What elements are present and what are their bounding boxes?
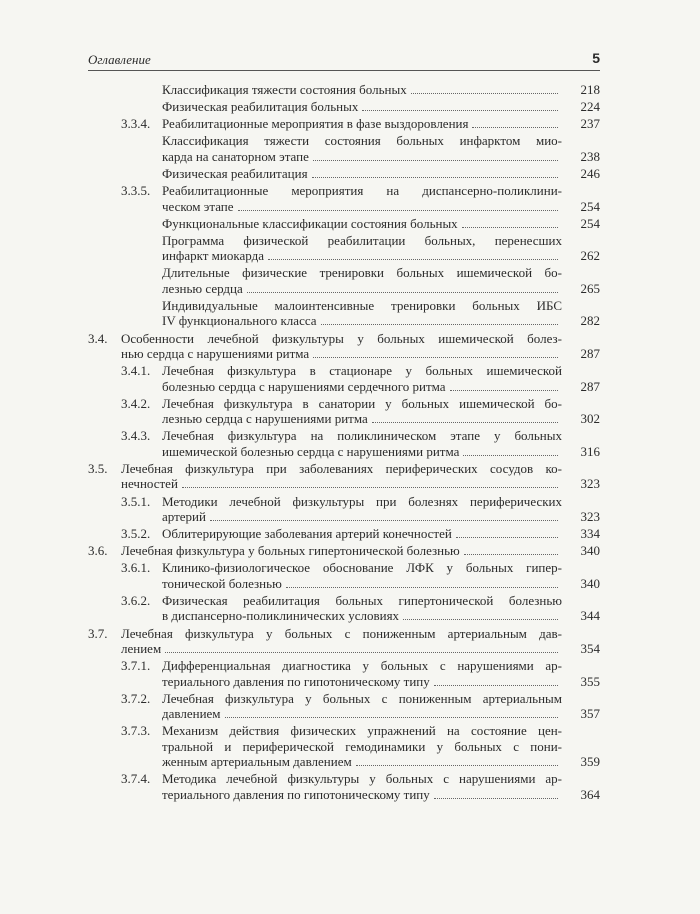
toc-entry-page: 340 (580, 575, 600, 591)
toc-entry-number: 3.7.2. (121, 690, 151, 706)
dot-leader (463, 455, 558, 456)
toc-entry-page: 237 (580, 116, 600, 132)
toc-entry-page: 359 (580, 754, 600, 770)
toc-entry-title: Реабилитационные мероприятия в фазе выздоровления (162, 116, 469, 132)
toc-entry[interactable] (0, 298, 700, 329)
toc-entry-title: ишемической болезнью сердца с нарушениями ритма (162, 443, 460, 459)
toc-entry-number: 3.3.4. (121, 116, 151, 132)
toc-entry-title: Лечебная физкультура при заболеваниях периферических сосудов ко- (121, 460, 562, 476)
toc-entry-number: 3.6.1. (121, 560, 151, 576)
toc-entry-page: 344 (580, 608, 600, 624)
toc-entry-title: инфаркт миокарда (162, 248, 264, 264)
toc-entry-title: Лечебная физкультура в стационаре у больных ишемической (162, 363, 562, 379)
toc-entry[interactable] (0, 331, 700, 362)
toc-entry[interactable] (0, 626, 700, 657)
toc-entry-title: Классификация тяжести состояния больных (162, 82, 407, 97)
toc-entry-number: 3.7.3. (121, 723, 151, 739)
toc-entry[interactable] (0, 560, 700, 591)
dot-leader (464, 554, 558, 555)
toc-entry-page: 323 (580, 476, 600, 492)
toc-entry-page: 246 (580, 165, 600, 181)
toc-entry-title: Методики лечебной физкультуры при болезнях периферических (162, 493, 562, 509)
toc-entry-title: Клинико-физиологическое обоснование ЛФК у больных гипер- (162, 560, 562, 576)
toc-entry-number: 3.4.1. (121, 363, 151, 379)
toc-entry[interactable] (0, 363, 700, 394)
dot-leader (312, 177, 558, 178)
toc-entry-page: 265 (580, 280, 600, 296)
toc-entry-title: Физическая реабилитация больных (162, 99, 359, 115)
dot-leader (462, 227, 558, 228)
toc-entry-title: карда на санаторном этапе (162, 148, 309, 164)
dot-leader (225, 717, 558, 718)
toc-entry-page: 323 (580, 509, 600, 524)
dot-leader (362, 110, 558, 111)
dot-leader (456, 537, 558, 538)
dot-leader (472, 127, 558, 128)
toc-entry[interactable] (0, 133, 700, 164)
toc-entry-page: 262 (580, 248, 600, 264)
dot-leader (411, 93, 558, 94)
toc-entry[interactable] (0, 723, 700, 770)
toc-entry[interactable] (0, 233, 700, 264)
toc-entry-number: 3.6.2. (121, 592, 151, 608)
toc-entry-title: териального давления по гипотоническому типу (162, 786, 430, 802)
toc-entry-title: артерий (162, 509, 206, 524)
dot-leader (313, 160, 558, 161)
toc-entry-title: нью сердца с нарушениями ритма (121, 346, 310, 361)
toc-entry-title: Лечебная физкультура у больных с пониженным артериальным дав- (121, 625, 562, 641)
toc-entry-page: 224 (580, 99, 600, 115)
toc-entry-title: лезнью сердца (162, 280, 243, 296)
toc-entry-title: Лечебная физкультура у больных с пониженным артериальным (162, 690, 562, 706)
toc-entry[interactable] (0, 543, 700, 559)
toc-entry-title: в диспансерно-поликлинических условиях (162, 608, 400, 624)
toc-entry-page: 354 (580, 641, 600, 656)
dot-leader (286, 587, 558, 588)
toc-entry-page: 334 (580, 526, 600, 542)
toc-entry-page: 340 (580, 543, 600, 559)
toc-entry-title: Особенности лечебной физкультуры у больных ишемической болез- (121, 330, 562, 346)
running-header (88, 46, 600, 71)
toc-entry-page: 218 (580, 82, 600, 97)
toc-entry-number: 3.6. (88, 543, 108, 559)
toc-entry-title: Физическая реабилитация больных гипертонической болезнью (162, 592, 562, 608)
toc-entry-title: давлением (162, 706, 221, 722)
toc-entry[interactable] (0, 116, 700, 132)
toc-entry[interactable] (0, 99, 700, 115)
toc-entry-title: Лечебная физкультура на поликлиническом этапе у больных (162, 428, 562, 444)
toc-entry-title: IV функционального класса (162, 313, 317, 329)
dot-leader (356, 765, 558, 766)
dot-leader (238, 210, 558, 211)
toc-entry-title: тонической болезнью (162, 575, 282, 591)
toc-entry[interactable] (0, 396, 700, 427)
header-title: Оглавление (88, 52, 151, 67)
toc-entry-number: 3.4. (88, 330, 108, 346)
toc-entry-number: 3.7. (88, 625, 108, 641)
toc-entry-number: 3.7.1. (121, 658, 151, 674)
toc-entry-title: Физическая реабилитация (162, 165, 308, 181)
toc-entry[interactable] (0, 494, 700, 525)
toc-entry-title: лением (121, 641, 162, 656)
toc-entry-page: 287 (580, 378, 600, 394)
toc-entry-title: Функциональные классификации состояния больных (162, 215, 458, 231)
toc-entry-page: 302 (580, 411, 600, 427)
toc-entry-title: Программа физической реабилитации больных, перенесших (162, 232, 562, 248)
toc-entry[interactable] (0, 526, 700, 542)
toc-entry-number: 3.4.3. (121, 428, 151, 444)
dot-leader (434, 685, 558, 686)
toc-entry[interactable] (0, 658, 700, 689)
toc-entry-number: 3.5.2. (121, 526, 151, 542)
toc-entry[interactable] (0, 461, 700, 492)
toc-entry-page: 287 (580, 346, 600, 361)
dot-leader (450, 390, 558, 391)
toc-entry[interactable] (0, 691, 700, 722)
toc-entry-page: 238 (580, 148, 600, 164)
dot-leader (247, 292, 558, 293)
toc-entry-title: Методика лечебной физкультуры у больных с нарушениями ар- (162, 771, 562, 787)
toc-entry-title: Облитерирующие заболевания артерий конечностей (162, 526, 452, 542)
toc-entry-page: 364 (580, 786, 600, 802)
toc-entry-title: женным артериальным давлением (162, 754, 352, 770)
toc-entry-page: 357 (580, 706, 600, 722)
toc-entry-page: 282 (580, 313, 600, 329)
toc-entry-page: 254 (580, 215, 600, 231)
header-page-number: 5 (592, 50, 600, 66)
toc-entry-page: 316 (580, 443, 600, 459)
dot-leader (313, 357, 558, 358)
toc-entry[interactable] (0, 216, 700, 232)
dot-leader (372, 422, 558, 423)
toc-entry-title: териального давления по гипотоническому типу (162, 673, 430, 689)
toc-entry-title: Классификация тяжести состояния больных инфарктом мио- (162, 133, 562, 149)
toc-entry-title: тральной и периферической гемодинамики у больных с пони- (162, 738, 562, 754)
dot-leader (434, 798, 558, 799)
toc-entry-number: 3.4.2. (121, 395, 151, 411)
toc-entry-number: 3.5. (88, 460, 108, 476)
toc-entry-title: Механизм действия физических упражнений на состояние цен- (162, 723, 562, 739)
toc-entry-page: 355 (580, 673, 600, 689)
toc-entry-number: 3.7.4. (121, 771, 151, 787)
toc-entry-title: Индивидуальные малоинтенсивные тренировки больных ИБС (162, 297, 562, 313)
toc-entry[interactable] (0, 166, 700, 182)
toc-entry[interactable] (0, 265, 700, 296)
toc-entry-title: Длительные физические тренировки больных ишемической бо- (162, 265, 562, 281)
toc-entry[interactable] (0, 428, 700, 459)
dot-leader (268, 259, 558, 260)
toc-entry[interactable] (0, 82, 700, 98)
toc-entry-title: ческом этапе (162, 198, 234, 214)
dot-leader (182, 487, 558, 488)
dot-leader (165, 652, 558, 653)
toc-entry-title: Лечебная физкультура в санатории у больных ишемической бо- (162, 395, 562, 411)
toc-entry-title: Реабилитационные мероприятия на диспансерно-поликлини- (162, 183, 562, 198)
dot-leader (403, 619, 558, 620)
toc-entry-title: Лечебная физкультура у больных гипертонической болезнью (121, 543, 460, 559)
toc-entry[interactable] (0, 593, 700, 624)
toc-entry-title: Дифференциальная диагностика у больных с нарушениями ар- (162, 658, 562, 674)
toc-entry-title: болезнью сердца с нарушениями сердечного ритма (162, 378, 446, 394)
toc-entry-title: лезнью сердца с нарушениями ритма (162, 411, 368, 427)
dot-leader (210, 520, 558, 521)
toc-entry-title: нечностей (121, 476, 178, 492)
toc-entry-number: 3.3.5. (121, 183, 151, 198)
toc-entry-page: 254 (580, 198, 600, 214)
toc-entry-number: 3.5.1. (121, 493, 151, 509)
dot-leader (321, 324, 558, 325)
toc-entry[interactable] (0, 183, 700, 214)
toc-entry[interactable] (0, 771, 700, 802)
